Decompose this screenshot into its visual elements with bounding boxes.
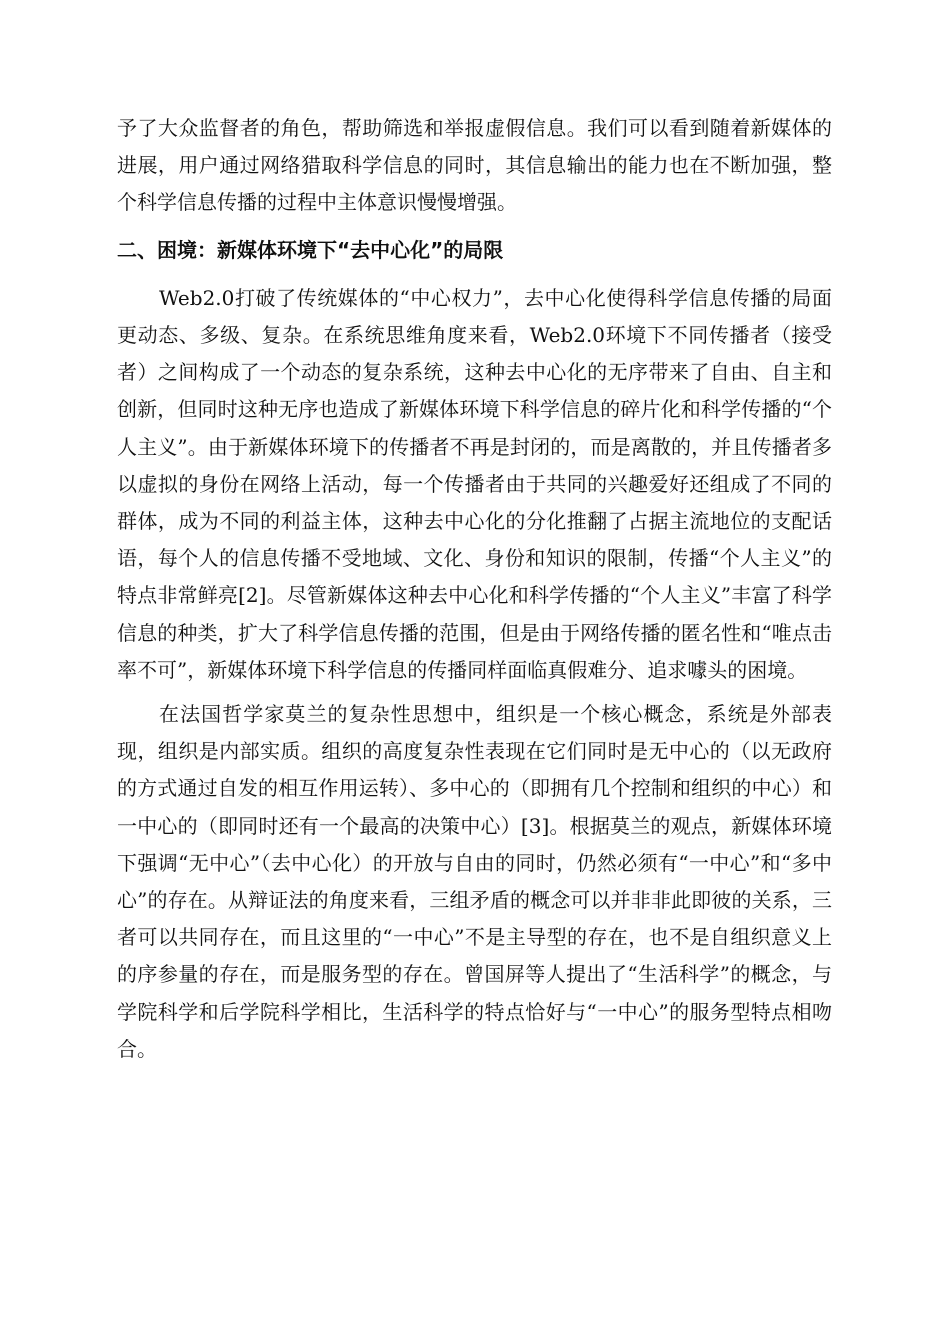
document-body <box>117 110 832 1068</box>
paragraph-continued: 予了大众监督者的角色，帮助筛选和举报虚假信息。我们可以看到随着新媒体的进展，用户通过网络猎取科学信息的同时，其信息输出的能力也在不断加强，整个科学信息传播的过程中主体意识慢慢增强。 <box>117 116 832 215</box>
section-heading: 二、困境：新媒体环境下“去中心化”的局限 <box>117 237 504 262</box>
paragraph-morin: 在法国哲学家莫兰的复杂性思想中，组织是一个核心概念，系统是外部表现，组织是内部实质。组织的高度复杂性表现在它们同时是无中心的（以无政府的方式通过自发的相互作用运转）、多中心的（即拥有几个控制和组织的中心）和一中心的（即同时还有一个最高的决策中心）[3]。根据莫兰的观点，新媒体环境下强调“无中心”（去中心化）的开放与自由的同时，仍然必须有“一中心”和“多中心”的存在。从辩证法的角度来看，三组矛盾的概念可以并非非此即彼的关系，三者可以共同存在，而且这里的“一中心”不是主导型的存在，也不是自组织意义上的序参量的存在，而是服务型的存在。曾国屏等人提出了“生活科学”的概念，与学院科学和后学院科学相比，生活科学的特点恰好与“一中心”的服务型特点相吻合。 <box>117 702 832 1061</box>
paragraph-web20: Web2.0打破了传统媒体的“中心权力”，去中心化使得科学信息传播的局面更动态、多级、复杂。在系统思维角度来看，Web2.0环境下不同传播者（接受者）之间构成了一个动态的复杂系统，这种去中心化的无序带来了自由、自主和创新，但同时这种无序也造成了新媒体环境下科学信息的碎片化和科学传播的“个人主义”。由于新媒体环境下的传播者不再是封闭的，而是离散的，并且传播者多以虚拟的身份在网络上活动，每一个传播者由于共同的兴趣爱好还组成了不同的群体，成为不同的利益主体，这种去中心化的分化推翻了占据主流地位的支配话语，每个人的信息传播不受地域、文化、身份和知识的限制，传播“个人主义”的特点非常鲜亮[2]。尽管新媒体这种去中心化和科学传播的“个人主义”丰富了科学信息的种类，扩大了科学信息传播的范围，但是由于网络传播的匿名性和“唯点击率不可”，新媒体环境下科学信息的传播同样面临真假难分、追求噱头的困境。 <box>117 285 832 682</box>
